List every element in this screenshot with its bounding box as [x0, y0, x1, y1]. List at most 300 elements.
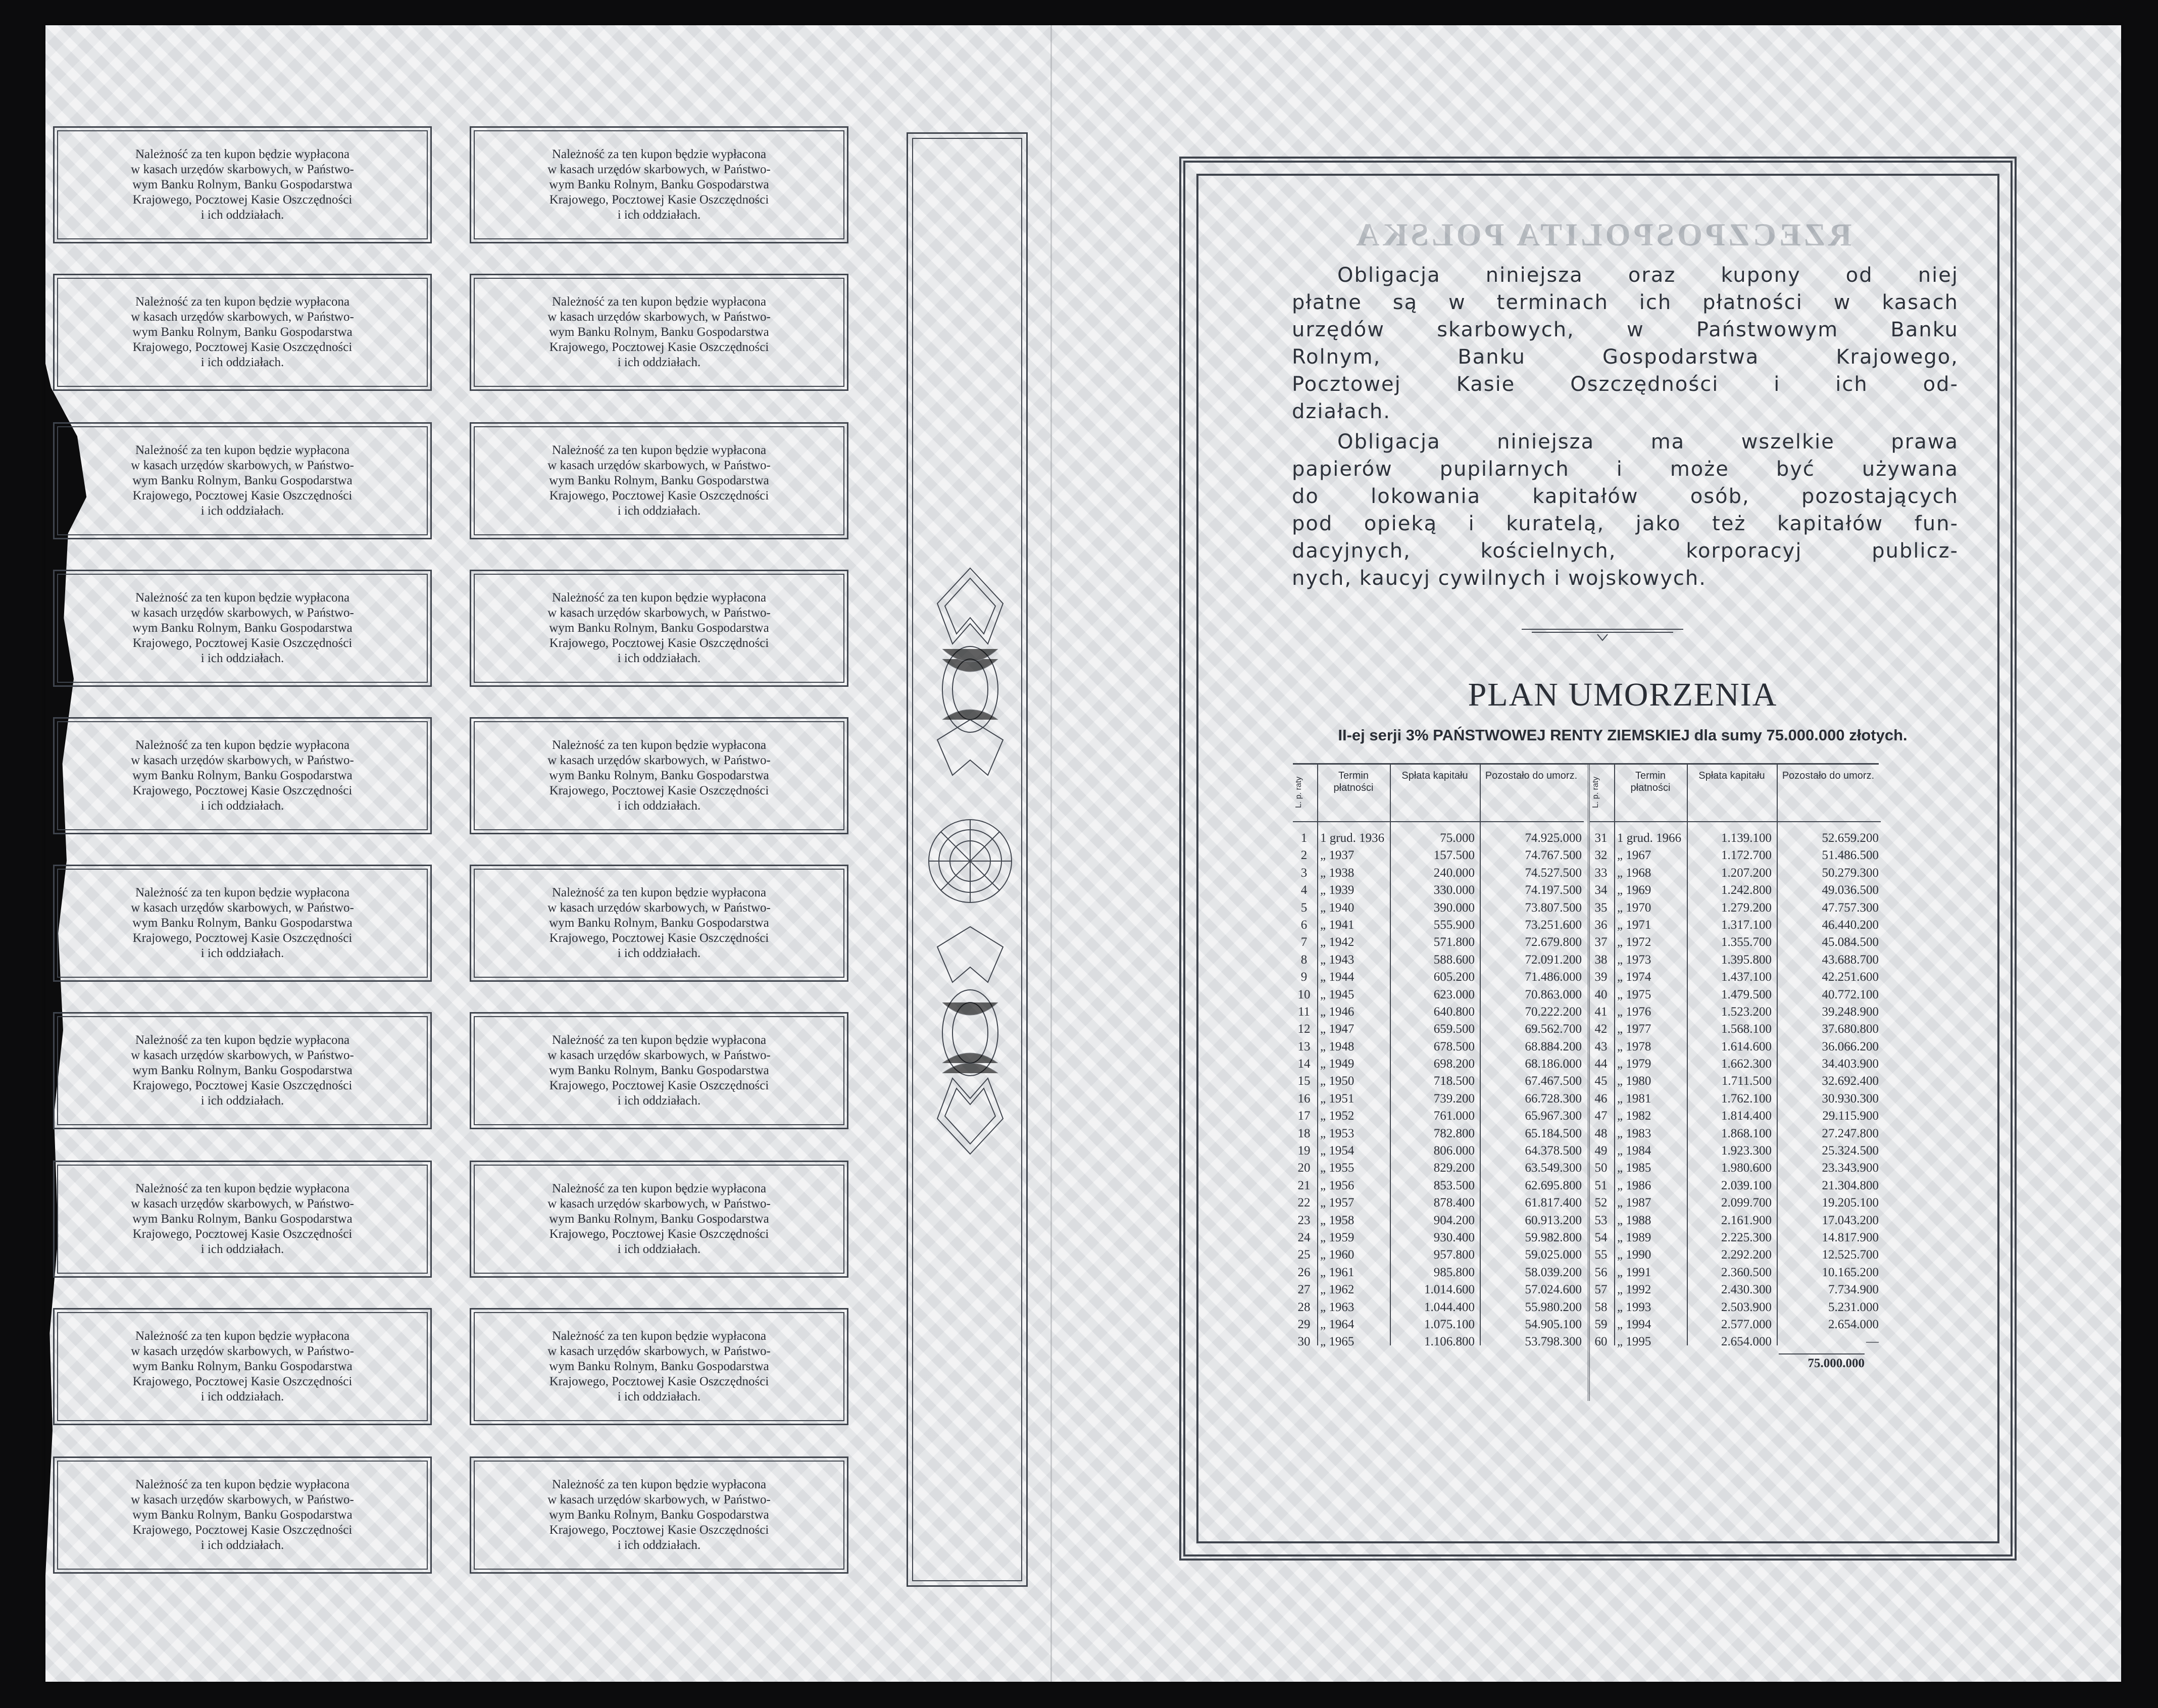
coupon-border [474, 278, 844, 387]
coupon-line: wym Banku Rolnym, Banku Gospodarstwa [132, 621, 353, 635]
cell-lp: 44 [1594, 1057, 1608, 1071]
cell-date: „ 1941 [1320, 918, 1354, 932]
table-row [1590, 1266, 1881, 1283]
coupon-line: Krajowego, Pocztowej Kasie Oszczędności [132, 1079, 353, 1092]
cell-pay: 623.000 [1433, 987, 1475, 1001]
coupon-text [81, 294, 404, 370]
cell-rem: 40.772.100 [1822, 987, 1879, 1001]
cell-lp: 41 [1594, 1004, 1608, 1019]
table-row [1590, 1057, 1881, 1074]
coupon-text [497, 738, 821, 814]
cell-lp: 7 [1300, 935, 1308, 949]
cell-lp: 43 [1594, 1039, 1608, 1053]
cell-rem: 64.378.500 [1525, 1144, 1582, 1158]
cell-date: „ 1983 [1617, 1126, 1651, 1140]
cell-pay: 1.172.700 [1721, 848, 1772, 863]
notice-line: działach. [1292, 400, 1391, 423]
cell-lp: 45 [1594, 1074, 1608, 1088]
cell-pay: 1.479.500 [1721, 987, 1772, 1001]
coupon-line: wym Banku Rolnym, Banku Gospodarstwa [132, 1360, 353, 1373]
coupon-border [57, 1461, 428, 1570]
header-pay: Spłata kapitału [1698, 770, 1765, 781]
cell-rem: 70.222.200 [1525, 1004, 1582, 1019]
cell-pay: 240.000 [1433, 866, 1475, 880]
cell-pay: 1.614.600 [1721, 1039, 1772, 1053]
cell-date: „ 1965 [1320, 1335, 1354, 1349]
cell-date: 1 grud. 1966 [1617, 831, 1682, 845]
cell-lp: 9 [1300, 970, 1308, 984]
cell-lp: 8 [1300, 952, 1308, 967]
table-row [1293, 1005, 1584, 1022]
cell-rem: 54.905.100 [1525, 1317, 1582, 1331]
coupon-line: Krajowego, Pocztowej Kasie Oszczędności [132, 489, 353, 503]
coupon-text [81, 885, 404, 961]
cell-pay: 829.200 [1433, 1161, 1475, 1175]
coupon-line: wym Banku Rolnym, Banku Gospodarstwa [132, 325, 353, 339]
coupon-line: Krajowego, Pocztowej Kasie Oszczędności [549, 1079, 769, 1092]
cell-pay: 930.400 [1433, 1230, 1475, 1244]
table-row [1590, 883, 1881, 900]
cell-rem: 17.043.200 [1822, 1213, 1879, 1227]
table-row [1590, 1300, 1881, 1318]
coupon-line: w kasach urzędów skarbowych, w Państwo- [547, 1344, 771, 1358]
cell-pay: 698.200 [1433, 1057, 1475, 1071]
cell-rem: 27.247.800 [1822, 1126, 1879, 1140]
cell-rem: 47.757.300 [1822, 900, 1879, 915]
cell-date: „ 1962 [1320, 1283, 1354, 1297]
notice-line: Obligacja niniejsza oraz kupony od niej [1337, 264, 1959, 287]
coupon-line: wym Banku Rolnym, Banku Gospodarstwa [132, 474, 353, 487]
coupon-line: Należność za ten kupon będzie wypłacona [551, 443, 767, 457]
cell-pay: 853.500 [1433, 1178, 1475, 1192]
cell-date: „ 1979 [1617, 1057, 1651, 1071]
cell-pay: 571.800 [1433, 935, 1475, 949]
table-row [1293, 1179, 1584, 1196]
cell-rem: 61.817.400 [1525, 1196, 1582, 1210]
table-row [1590, 1179, 1881, 1196]
cell-date: „ 1968 [1617, 866, 1651, 880]
coupon-line: i ich oddziałach. [617, 799, 701, 813]
cell-pay: 1.242.800 [1721, 883, 1772, 897]
cell-rem: 51.486.500 [1822, 848, 1879, 863]
cell-rem: 36.066.200 [1822, 1039, 1879, 1053]
cell-lp: 29 [1297, 1317, 1311, 1331]
cell-lp: 20 [1297, 1161, 1311, 1175]
coupon-line: w kasach urzędów skarbowych, w Państwo- [547, 1493, 771, 1506]
cell-rem: 50.279.300 [1822, 866, 1879, 880]
coupon-line: i ich oddziałach. [200, 1538, 284, 1552]
coupon-line: Należność za ten kupon będzie wypłacona [551, 886, 767, 899]
cell-pay: 718.500 [1433, 1074, 1475, 1088]
cell-lp: 54 [1594, 1230, 1608, 1244]
cell-date: „ 1944 [1320, 970, 1354, 984]
cell-lp: 15 [1297, 1074, 1311, 1088]
table-row [1293, 918, 1584, 935]
coupon-line: Należność za ten kupon będzie wypłacona [135, 443, 350, 457]
coupon-line: Krajowego, Pocztowej Kasie Oszczędności [132, 636, 353, 650]
cell-lp: 1 [1300, 831, 1308, 845]
coupon-line: i ich oddziałach. [200, 356, 284, 369]
cell-date: „ 1994 [1617, 1317, 1651, 1331]
cell-date: „ 1973 [1617, 952, 1651, 967]
coupon-20 [470, 1456, 848, 1574]
cell-lp: 58 [1594, 1300, 1608, 1314]
coupon-line: wym Banku Rolnym, Banku Gospodarstwa [549, 325, 769, 339]
notice-line: dacyjnych, kościelnych, korporacyj publicz- [1292, 539, 1959, 563]
cell-lp: 22 [1297, 1196, 1311, 1210]
coupon-line: Należność za ten kupon będzie wypłacona [135, 147, 350, 161]
coupon-text [497, 294, 821, 370]
notice-line: Obligacja niniejsza ma wszelkie prawa [1337, 430, 1959, 454]
table-row [1590, 1231, 1881, 1248]
cell-rem: 42.251.600 [1822, 970, 1879, 984]
coupon-1 [53, 126, 432, 243]
cell-date: „ 1977 [1617, 1022, 1651, 1036]
coupon-text [497, 885, 821, 961]
coupon-line: Należność za ten kupon będzie wypłacona [551, 1478, 767, 1491]
coupon-line: Krajowego, Pocztowej Kasie Oszczędności [549, 489, 769, 503]
cell-lp: 38 [1594, 952, 1608, 967]
table-row [1590, 1022, 1881, 1039]
talon-strip-inner [912, 138, 1022, 1581]
cell-pay: 878.400 [1433, 1196, 1475, 1210]
coupon-text [81, 738, 404, 814]
coupon-text [81, 1477, 404, 1553]
cell-date: „ 1971 [1617, 918, 1651, 932]
coupon-text [81, 147, 404, 223]
coupon-border [57, 426, 428, 535]
coupon-line: wym Banku Rolnym, Banku Gospodarstwa [132, 1064, 353, 1077]
cell-pay: 75.000 [1440, 831, 1475, 845]
cell-rem: 2.654.000 [1828, 1317, 1879, 1331]
coupon-line: Należność za ten kupon będzie wypłacona [551, 1182, 767, 1195]
cell-lp: 30 [1297, 1335, 1311, 1349]
cell-date: „ 1952 [1320, 1109, 1354, 1123]
cell-pay: 2.654.000 [1721, 1335, 1772, 1349]
cell-date: „ 1988 [1617, 1213, 1651, 1227]
cell-date: „ 1969 [1617, 883, 1651, 897]
table-total: 75.000.000 [1779, 1353, 1865, 1371]
cell-date: „ 1938 [1320, 866, 1354, 880]
cell-date: „ 1937 [1320, 848, 1354, 863]
coupon-border [474, 869, 844, 978]
coupon-line: Należność za ten kupon będzie wypłacona [135, 886, 350, 899]
coupon-line: w kasach urzędów skarbowych, w Państwo- [131, 901, 354, 915]
coupon-line: w kasach urzędów skarbowych, w Państwo- [547, 753, 771, 767]
cell-date: „ 1985 [1617, 1161, 1651, 1175]
table-row [1590, 1318, 1881, 1335]
cell-date: „ 1981 [1617, 1091, 1651, 1106]
cell-lp: 53 [1594, 1213, 1608, 1227]
table-left-half [1293, 765, 1584, 1401]
cell-rem: 72.091.200 [1525, 952, 1582, 967]
cell-date: „ 1953 [1320, 1126, 1354, 1140]
coupon-8 [470, 570, 848, 687]
coupon-line: wym Banku Rolnym, Banku Gospodarstwa [549, 1064, 769, 1077]
cell-rem: 12.525.700 [1822, 1248, 1879, 1262]
coupon-line: wym Banku Rolnym, Banku Gospodarstwa [132, 178, 353, 191]
notice-line: do lokowania kapitałów osób, pozostających [1292, 485, 1959, 508]
coupon-text [497, 1329, 821, 1404]
table-row [1590, 935, 1881, 952]
coupon-border [474, 130, 844, 239]
table-row [1293, 970, 1584, 987]
table-right-half [1588, 765, 1881, 1401]
coupon-line: Krajowego, Pocztowej Kasie Oszczędności [549, 340, 769, 354]
table-row [1590, 1196, 1881, 1213]
table-row [1293, 866, 1584, 883]
cell-pay: 2.099.700 [1721, 1196, 1772, 1210]
coupon-line: Krajowego, Pocztowej Kasie Oszczędności [132, 340, 353, 354]
cell-pay: 2.039.100 [1721, 1178, 1772, 1192]
cell-rem: 60.913.200 [1525, 1213, 1582, 1227]
table-row [1590, 1109, 1881, 1126]
cell-pay: 555.900 [1433, 918, 1475, 932]
coupon-line: Krajowego, Pocztowej Kasie Oszczędności [549, 931, 769, 945]
table-row [1293, 988, 1584, 1005]
header-rule [1590, 821, 1881, 822]
header-rem: Pozostało do umorz. [1782, 770, 1875, 781]
table-row [1293, 1109, 1584, 1126]
cell-lp: 4 [1300, 883, 1308, 897]
plan-subtitle: II-ej serji 3% PAŃSTWOWEJ RENTY ZIEMSKIEJ dla sumy 75.000.000 złotych. [1338, 726, 1908, 744]
coupon-line: w kasach urzędów skarbowych, w Państwo- [131, 1493, 354, 1506]
cell-rem: 73.251.600 [1525, 918, 1582, 932]
cell-date: „ 1955 [1320, 1161, 1354, 1175]
cell-pay: 2.430.300 [1721, 1283, 1772, 1297]
table-row [1590, 970, 1881, 987]
cell-lp: 17 [1297, 1109, 1311, 1123]
cell-lp: 6 [1300, 918, 1308, 932]
cell-pay: 1.075.100 [1424, 1317, 1475, 1331]
cell-lp: 47 [1594, 1109, 1608, 1123]
cell-date: „ 1967 [1617, 848, 1651, 863]
cell-rem: 25.324.500 [1822, 1144, 1879, 1158]
coupon-border [57, 721, 428, 830]
show-through-text: RZECZPOSPOLITA POLSKA [1353, 217, 1852, 253]
cell-date: „ 1947 [1320, 1022, 1354, 1036]
coupon-line: i ich oddziałach. [617, 504, 701, 518]
cell-date: „ 1961 [1320, 1265, 1354, 1279]
table-row [1590, 1283, 1881, 1300]
cell-lp: 56 [1594, 1265, 1608, 1279]
coupon-16 [470, 1161, 848, 1278]
coupon-line: wym Banku Rolnym, Banku Gospodarstwa [549, 1508, 769, 1522]
table-row [1293, 1057, 1584, 1074]
cell-lp: 5 [1300, 900, 1308, 915]
cell-rem: 23.343.900 [1822, 1161, 1879, 1175]
coupon-line: w kasach urzędów skarbowych, w Państwo- [547, 459, 771, 472]
table-row [1590, 953, 1881, 970]
cell-lp: 11 [1297, 1004, 1311, 1019]
table-row [1590, 1144, 1881, 1161]
header-pay: Spłata kapitału [1401, 770, 1468, 781]
coupon-line: w kasach urzędów skarbowych, w Państwo- [547, 310, 771, 324]
cell-date: „ 1974 [1617, 970, 1651, 984]
cell-date: „ 1976 [1617, 1004, 1651, 1019]
cell-pay: 2.292.200 [1721, 1248, 1772, 1262]
cell-date: „ 1948 [1320, 1039, 1354, 1053]
cell-date: „ 1990 [1617, 1248, 1651, 1262]
plan-title: PLAN UMORZENIA [1468, 676, 1778, 713]
cell-pay: 2.225.300 [1721, 1230, 1772, 1244]
cell-rem: 32.692.400 [1822, 1074, 1879, 1088]
ornamental-divider [1522, 624, 1683, 644]
cell-lp: 26 [1297, 1265, 1311, 1279]
cell-rem: 73.807.500 [1525, 900, 1582, 915]
cell-date: „ 1958 [1320, 1213, 1354, 1227]
table-row [1293, 1161, 1584, 1178]
cell-rem: 67.467.500 [1525, 1074, 1582, 1088]
notice-line: urzędów skarbowych, w Państwowym Banku [1292, 318, 1959, 341]
cell-rem: 69.562.700 [1525, 1022, 1582, 1036]
notice-line: papierów pupilarnych i może być używana [1292, 458, 1959, 481]
cell-lp: 40 [1594, 987, 1608, 1001]
coupon-line: Należność za ten kupon będzie wypłacona [551, 147, 767, 161]
cell-rem: 55.980.200 [1525, 1300, 1582, 1314]
cell-rem: 10.165.200 [1822, 1265, 1879, 1279]
coupon-line: Krajowego, Pocztowej Kasie Oszczędności [549, 193, 769, 207]
cell-rem: 43.688.700 [1822, 952, 1879, 967]
cell-pay: 1.711.500 [1721, 1074, 1772, 1088]
cell-date: „ 1943 [1320, 952, 1354, 967]
table-row [1293, 1335, 1584, 1352]
coupon-line: wym Banku Rolnym, Banku Gospodarstwa [132, 1212, 353, 1226]
cell-lp: 33 [1594, 866, 1608, 880]
coupon-9 [53, 717, 432, 834]
cell-pay: 904.200 [1433, 1213, 1475, 1227]
cell-date: „ 1987 [1617, 1196, 1651, 1210]
cell-rem: 71.486.000 [1525, 970, 1582, 984]
coupon-line: Krajowego, Pocztowej Kasie Oszczędności [132, 1523, 353, 1537]
coupon-line: wym Banku Rolnym, Banku Gospodarstwa [549, 769, 769, 782]
table-row [1590, 1248, 1881, 1265]
coupon-text [497, 1477, 821, 1553]
coupon-border [57, 869, 428, 978]
table-row [1293, 848, 1584, 866]
table-row [1293, 831, 1584, 848]
coupon-3 [53, 274, 432, 391]
coupon-line: Należność za ten kupon będzie wypłacona [135, 1033, 350, 1047]
cell-pay: 2.577.000 [1721, 1317, 1772, 1331]
cell-date: „ 1954 [1320, 1144, 1354, 1158]
coupon-line: i ich oddziałach. [617, 208, 701, 222]
cell-pay: 1.923.300 [1721, 1144, 1772, 1158]
cell-lp: 13 [1297, 1039, 1311, 1053]
coupon-line: w kasach urzędów skarbowych, w Państwo- [547, 606, 771, 620]
coupon-text [81, 590, 404, 666]
table-row [1293, 1300, 1584, 1318]
cell-rem: 62.695.800 [1525, 1178, 1582, 1192]
table-row [1590, 901, 1881, 918]
cell-rem: 5.231.000 [1828, 1300, 1879, 1314]
coupon-line: wym Banku Rolnym, Banku Gospodarstwa [132, 916, 353, 930]
cell-lp: 25 [1297, 1248, 1311, 1262]
cell-pay: 2.503.900 [1721, 1300, 1772, 1314]
notice-line: pod opieką i kuratelą, jako też kapitałów fun- [1292, 512, 1959, 535]
coupon-line: i ich oddziałach. [200, 1094, 284, 1108]
coupon-line: w kasach urzędów skarbowych, w Państwo- [547, 901, 771, 915]
coupon-13 [53, 1012, 432, 1129]
coupon-line: Krajowego, Pocztowej Kasie Oszczędności [132, 931, 353, 945]
table-row [1590, 1005, 1881, 1022]
cell-date: „ 1957 [1320, 1196, 1354, 1210]
notice-line: nych, kaucyj cywilnych i wojskowych. [1292, 567, 1707, 590]
coupon-line: w kasach urzędów skarbowych, w Państwo- [131, 459, 354, 472]
coupon-line: Krajowego, Pocztowej Kasie Oszczędności [549, 636, 769, 650]
cell-pay: 1.106.800 [1424, 1335, 1475, 1349]
cell-pay: 1.868.100 [1721, 1126, 1772, 1140]
table-row [1293, 1318, 1584, 1335]
cell-date: „ 1963 [1320, 1300, 1354, 1314]
table-row [1293, 1283, 1584, 1300]
cell-pay: 659.500 [1433, 1022, 1475, 1036]
cell-rem: 63.549.300 [1525, 1161, 1582, 1175]
coupon-line: Krajowego, Pocztowej Kasie Oszczędności [549, 1375, 769, 1388]
cell-lp: 60 [1594, 1335, 1608, 1349]
coupon-line: i ich oddziałach. [200, 946, 284, 960]
table-row [1293, 901, 1584, 918]
cell-date: „ 1951 [1320, 1091, 1354, 1106]
cell-date: „ 1986 [1617, 1178, 1651, 1192]
coupon-border [474, 574, 844, 683]
table-row [1293, 1092, 1584, 1109]
coupon-15 [53, 1161, 432, 1278]
coupon-line: Należność za ten kupon będzie wypłacona [551, 1329, 767, 1343]
cell-pay: 1.814.400 [1721, 1109, 1772, 1123]
header-rule [1293, 821, 1584, 822]
cell-date: „ 1970 [1617, 900, 1651, 915]
cell-date: „ 1945 [1320, 987, 1354, 1001]
coupon-border [474, 1461, 844, 1570]
cell-date: „ 1991 [1617, 1265, 1651, 1279]
cell-rem: 49.036.500 [1822, 883, 1879, 897]
coupon-text [497, 590, 821, 666]
coupon-12 [470, 865, 848, 982]
cell-lp: 46 [1594, 1091, 1608, 1106]
coupon-border [57, 1016, 428, 1125]
table-row [1293, 1022, 1584, 1039]
coupon-line: wym Banku Rolnym, Banku Gospodarstwa [549, 1360, 769, 1373]
cell-rem: 57.024.600 [1525, 1283, 1582, 1297]
coupon-line: Krajowego, Pocztowej Kasie Oszczędności [132, 193, 353, 207]
coupon-17 [53, 1308, 432, 1425]
cell-lp: 27 [1297, 1283, 1311, 1297]
cell-rem: 19.205.100 [1822, 1196, 1879, 1210]
cell-lp: 10 [1297, 987, 1311, 1001]
coupon-line: wym Banku Rolnym, Banku Gospodarstwa [549, 621, 769, 635]
cell-pay: 1.207.200 [1721, 866, 1772, 880]
coupon-text [497, 147, 821, 223]
cell-pay: 605.200 [1433, 970, 1475, 984]
cell-pay: 1.395.800 [1721, 952, 1772, 967]
coupon-line: wym Banku Rolnym, Banku Gospodarstwa [549, 474, 769, 487]
cell-pay: 782.800 [1433, 1126, 1475, 1140]
coupon-text [81, 1033, 404, 1109]
coupon-line: i ich oddziałach. [200, 651, 284, 665]
cell-pay: 1.762.100 [1721, 1091, 1772, 1106]
coupon-line: Należność za ten kupon będzie wypłacona [135, 738, 350, 752]
cell-rem: — [1866, 1335, 1879, 1349]
cell-lp: 39 [1594, 970, 1608, 984]
cell-date: „ 1995 [1617, 1335, 1651, 1349]
coupon-line: i ich oddziałach. [200, 1390, 284, 1403]
table-row [1293, 953, 1584, 970]
cell-lp: 24 [1297, 1230, 1311, 1244]
coupon-line: w kasach urzędów skarbowych, w Państwo- [131, 1048, 354, 1062]
coupon-line: Należność za ten kupon będzie wypłacona [135, 295, 350, 309]
header-lp: L. p. raty [1294, 776, 1303, 809]
